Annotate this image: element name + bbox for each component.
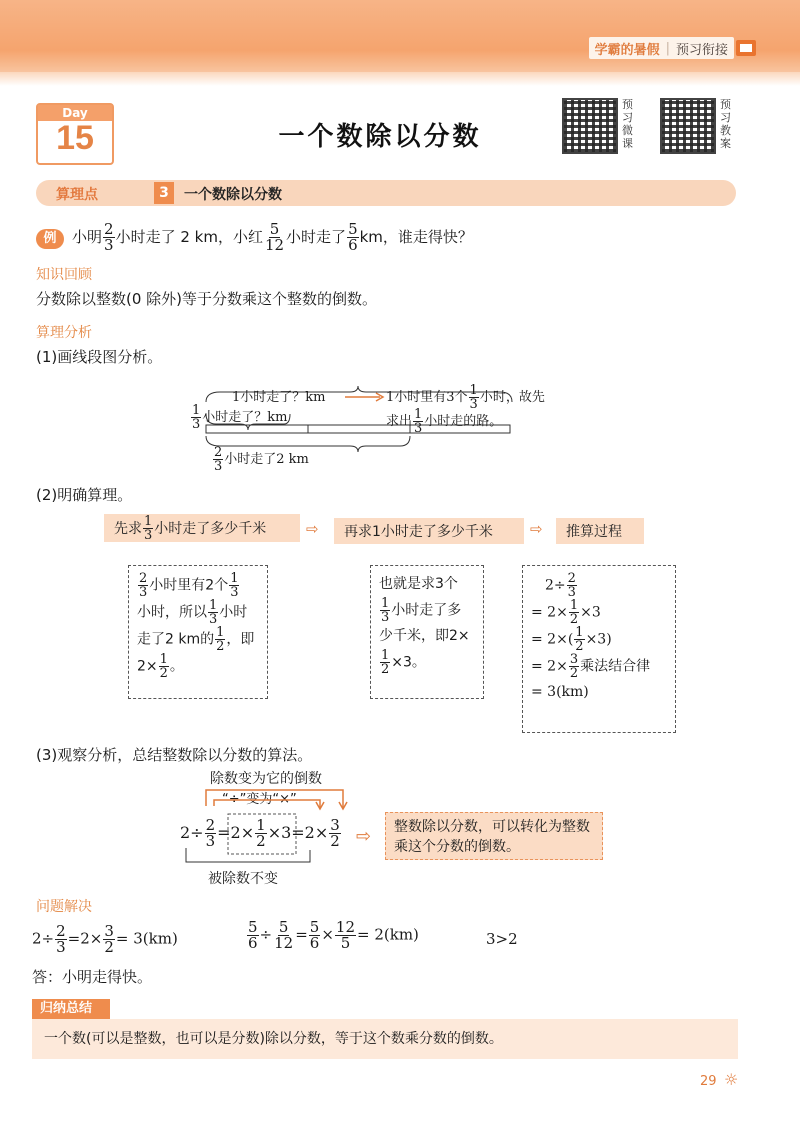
fraction: $\frac{1}{3}$ [209, 598, 218, 627]
flow-box-3: 推算过程 [556, 518, 644, 544]
step3-text: (3)观察分析，总结整数除以分数的算法。 [36, 746, 313, 764]
fraction: $\frac{2}{3}$ [205, 816, 216, 850]
arrow-right-icon: ⇨ [356, 826, 372, 847]
diagram-top-label: 1小时走了？km [232, 390, 326, 405]
diagram-bottom-label: $\frac{2}{3}$ 小时走了2 km [214, 445, 309, 474]
fraction: $\frac{1}{2}$ [381, 648, 390, 678]
fraction: $\frac{1}{3}$ [414, 407, 423, 436]
example-text: 小明 [72, 228, 103, 246]
qr-label-1: 预习微课 [622, 98, 633, 150]
diagram-note-2: 求出 $\frac{1}{3}$ 小时走的路。 [386, 407, 503, 436]
rule-top-label: 除数变为它的倒数 [210, 771, 322, 787]
qr-label-2: 预习教案 [720, 98, 731, 150]
day-label: Day [38, 105, 112, 121]
day-number: 15 [56, 119, 94, 157]
page-number: 29 [700, 1074, 717, 1089]
fraction: $\frac{2}{3}$ [214, 445, 223, 474]
fraction: $\frac{1}{2}$ [216, 625, 225, 654]
section-number: 3 [154, 182, 174, 204]
example-text: km，谁走得快？ [359, 228, 473, 246]
qr-code-icon[interactable] [562, 98, 618, 154]
series-tag [589, 37, 734, 59]
fraction: $\frac{1}{3}$ [192, 403, 201, 432]
arrow-right-icon: ⇨ [530, 520, 543, 538]
fraction: $\frac{5}{6}$ [348, 220, 358, 254]
solution-calc-2: $\frac{5}{6}$ ÷ $\frac{5}{12}$ = $\frac{5}{6}$ × $\frac{12}{5}$ = 2(km) [248, 918, 419, 952]
fraction: $\frac{1}{3}$ [230, 571, 239, 600]
fraction: $\frac{1}{2}$ [575, 625, 584, 654]
diagram-note-1: 1小时里有3个 $\frac{1}{3}$ 小时，故先 [386, 383, 545, 412]
fraction: $\frac{3}{2}$ [104, 922, 114, 956]
fraction: $\frac{2}{3}$ [104, 220, 114, 254]
book-icon [736, 40, 756, 56]
step2-text: (2)明确算理。 [36, 486, 133, 504]
fraction: $\frac{3}{2}$ [330, 816, 340, 850]
section-bar [36, 180, 736, 206]
solution-compare: 3>2 [486, 930, 518, 948]
fraction: $\frac{12}{5}$ [335, 918, 356, 952]
fraction: $\frac{5}{12}$ [264, 220, 285, 254]
rule-op-label: “÷”变为“×” [222, 792, 297, 807]
fraction: $\frac{5}{6}$ [248, 918, 258, 952]
fraction: $\frac{5}{12}$ [274, 918, 294, 952]
fraction: $\frac{1}{2}$ [159, 652, 168, 681]
page-title: 一个数除以分数 [278, 122, 482, 152]
solution-answer: 答：小明走得快。 [32, 968, 153, 986]
banner-fade [0, 72, 800, 86]
flow-box-2: 再求1小时走了多少千米 [334, 518, 524, 544]
example-text: 小时走了 [286, 228, 347, 246]
explanation-box-2: 也就是求3个 $\frac{1}{3}$ 小时走了多 少千米，即2× $\frac{1}{2}$ ×3。 [370, 565, 484, 699]
knowledge-heading: 知识回顾 [36, 267, 92, 283]
series-name: 学霸的暑假 [594, 42, 660, 58]
example-text: 小时走了 2 km，小红 [115, 228, 263, 246]
solution-heading: 问题解决 [36, 899, 92, 915]
fraction: $\frac{5}{6}$ [309, 918, 320, 952]
fraction: $\frac{1}{3}$ [469, 383, 478, 412]
sun-icon: ☼ [724, 1070, 739, 1089]
day-badge [36, 103, 114, 165]
rule-summary-box: 整数除以分数，可以转化为整数乘这个分数的倒数。 [385, 812, 603, 860]
fraction: $\frac{1}{3}$ [381, 596, 390, 626]
fraction: $\frac{2}{3}$ [139, 571, 148, 600]
example-question [72, 222, 473, 253]
conclusion-text: 一个数(可以是整数，也可以是分数)除以分数，等于这个数乘分数的倒数。 [44, 1031, 503, 1047]
section-topic: 一个数除以分数 [184, 187, 282, 203]
conclusion-tag: 归纳总结 [32, 999, 110, 1019]
analysis-heading: 算理分析 [36, 325, 92, 341]
rule-equation: 2÷ $\frac{2}{3}$ =2× $\frac{1}{2}$ ×3=2× $\frac{3}{2}$ [180, 816, 340, 850]
fraction: $\frac{3}{2}$ [569, 652, 579, 681]
example-badge: 例 [36, 229, 64, 249]
solution-calc-1: 2÷ $\frac{2}{3}$ =2× $\frac{3}{2}$ = 3(km) [32, 922, 178, 956]
arrow-right-icon: ⇨ [306, 520, 319, 538]
fraction: $\frac{1}{3}$ [144, 513, 153, 543]
diagram-mid-label: $\frac{1}{3}$ 小时走了？km [192, 403, 288, 432]
fraction: $\frac{1}{2}$ [256, 816, 266, 850]
fraction: $\frac{2}{3}$ [567, 571, 576, 600]
fraction: $\frac{2}{3}$ [56, 922, 66, 956]
series-sub: 预习衔接 [675, 42, 728, 58]
rule-bottom-label: 被除数不变 [208, 871, 278, 887]
step1-text: (1)画线段图分析。 [36, 348, 163, 366]
section-label: 算理点 [56, 187, 98, 203]
flow-box-1: 先求 $\frac{1}{3}$ 小时走了多少千米 [104, 514, 300, 542]
qr-code-icon[interactable] [660, 98, 716, 154]
series-separator: | [665, 40, 670, 56]
explanation-box-1: $\frac{2}{3}$ 小时里有2个 $\frac{1}{3}$ 小时，所以 $\frac{1}{3}$ 小时 走了2 km的 $\frac{1}{2}$ ，即 2× $\frac{1}{2}$ 。 [128, 565, 268, 699]
knowledge-text: 分数除以整数(0 除外)等于分数乘这个整数的倒数。 [36, 290, 378, 308]
fraction: $\frac{1}{2}$ [569, 598, 579, 627]
top-banner [0, 0, 800, 72]
explanation-box-3: 2÷ $\frac{2}{3}$ = 2× $\frac{1}{2}$ ×3 = 2×( $\frac{1}{2}$ ×3) = 2× $\frac{3}{2}$ 乘法结合律 = 3(km) [522, 565, 676, 733]
